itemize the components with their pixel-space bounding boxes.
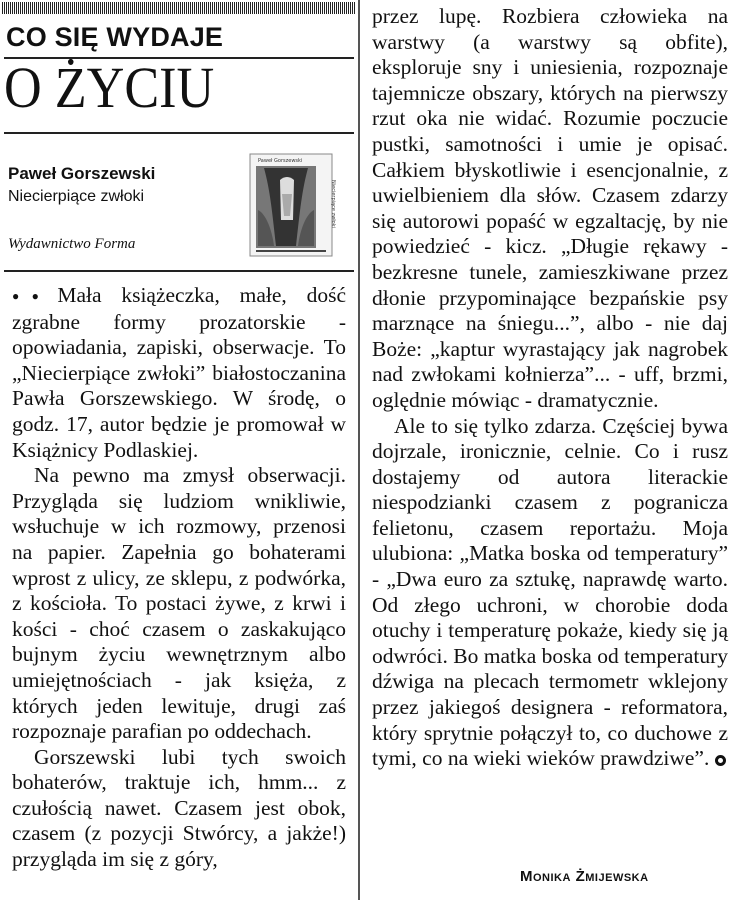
paragraph-text: Ale to się tylko zdarza. Częściej bywa dojrzale, ironicznie, celnie. Co i rusz dostajemy od autora literackie niespodzianki czasem z pogranicza felietonu, czasem reportażu. Moja ulubiona: „Matka boska od temperatury” - „Dwa euro za sztukę, naprawdę warto. Od złego uchroni, w chorobie doda otuchy i temperaturę pokaże, kiedy się ją odwróci. Bo matka boska od temperatury dźwiga na plecach termometr wklejony przez jakiegoś designera - reformatora, który sprytnie połączył to, co duchowe z tymi, co na wieki wieków prawdziwe”. bbox=[372, 413, 728, 771]
book-author: Paweł Gorszewski bbox=[8, 164, 156, 183]
article-column-left bbox=[12, 283, 346, 873]
book-title: Niecierpiące zwłoki bbox=[8, 188, 145, 205]
paragraph bbox=[12, 283, 346, 463]
paragraph: Na pewno ma zmysł obserwacji. Przygląda się ludziom wnikliwie, wsłuchuje w ich rozmowy, przenosi na papier. Zapełnia go bohaterami wprost z ulicy, ze sklepu, z podwórka, z kościoła. To postaci żywe, z krwi i kości - choć czasem o zaskakująco bujnym życiu wewnętrznym albo umiejętnościach - jak księża, z których jeden lewituje, drugi zaś rozpoznaje parafian po oddechach. bbox=[12, 463, 346, 744]
headline-rule bbox=[4, 132, 354, 134]
cover-author: Paweł Gorszewski bbox=[258, 158, 303, 164]
paragraph bbox=[372, 414, 728, 772]
book-cover-image bbox=[244, 150, 338, 260]
info-box-rule bbox=[4, 270, 354, 272]
book-publisher: Wydawnictwo Forma bbox=[8, 236, 136, 252]
section-kicker: CO SIĘ WYDAJE bbox=[6, 22, 224, 52]
paragraph: Gorszewski lubi tych swoich bohaterów, traktuje ich, hmm... z czułością nawet. Czasem jest obok, czasem (z pozycji Stwórcy, a jakże!) przygląda im się z góry, bbox=[12, 744, 346, 872]
paragraph-text: Mała książeczka, małe, dość zgrabne formy prozatorskie - opowiadania, zapiski, obserwacje. To „Niecierpiące zwłoki” białostoczanina Pawła Gorszewskiego. W środę, o godz. 17, autor będzie je promował w Książnicy Podlaskiej. bbox=[12, 283, 346, 462]
article-column-right bbox=[372, 4, 728, 772]
cover-title: Niecierpiące zwłoki bbox=[330, 180, 336, 228]
headline: O ŻYCIU bbox=[4, 55, 215, 120]
column-divider bbox=[358, 0, 360, 900]
top-hatch-bar bbox=[2, 2, 356, 14]
end-mark-icon bbox=[715, 755, 726, 766]
byline-signature: Monika Żmijewska bbox=[520, 868, 649, 885]
paragraph: przez lupę. Rozbiera człowieka na warstwy (a warstwy są obfite), eksploruje sny i uniesienia, rozpoznaje tajemnicze obszary, których na pierwszy rzut oka nie widać. Rozumie poczucie pustki, samotności i umie je opisać. Całkiem błyskotliwie i esencjonalnie, z uwielbieniem dla słów. Czasem zdarzy się autorowi popaść w egzaltację, by nie powiedzieć - kicz. „Długie rękawy - bezkresne tunele, zamieszkiwane przez dłonie przypominające bezpańskie psy marznące na śniegu...”, albo - nie daj Boże: „kaptur wyrastający jak nagrobek nad zwłokami kołnierza”... - uff, brzmi, oględnie mówiąc - dramatycznie. bbox=[372, 4, 728, 412]
bullet-dots-icon: ●● bbox=[12, 289, 52, 303]
